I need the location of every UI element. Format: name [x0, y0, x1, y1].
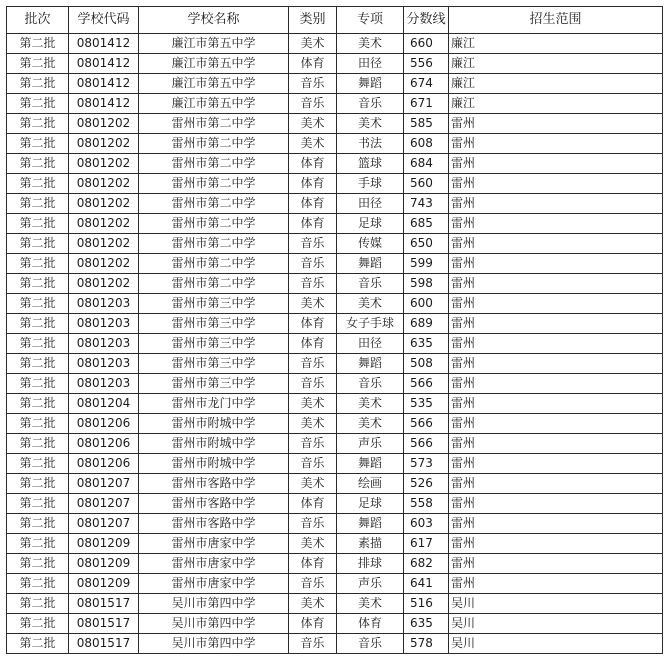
table-row	[7, 394, 663, 414]
range-cell: 雷州	[449, 234, 663, 254]
specialty-cell: 书法	[337, 134, 404, 154]
score-cell: 617	[404, 534, 449, 554]
school-name-cell: 雷州市第二中学	[139, 174, 289, 194]
school-code-cell: 0801206	[69, 434, 139, 454]
score-cell: 585	[404, 114, 449, 134]
range-cell: 雷州	[449, 354, 663, 374]
category-cell: 美术	[289, 114, 337, 134]
range-cell: 雷州	[449, 214, 663, 234]
table-row	[7, 274, 663, 294]
range-cell: 雷州	[449, 254, 663, 274]
range-cell: 雷州	[449, 294, 663, 314]
table-row	[7, 534, 663, 554]
school-name-cell: 雷州市第二中学	[139, 194, 289, 214]
school-name-cell: 雷州市附城中学	[139, 414, 289, 434]
specialty-cell: 音乐	[337, 94, 404, 114]
batch-cell: 第二批	[7, 594, 69, 614]
category-cell: 音乐	[289, 94, 337, 114]
specialty-cell: 素描	[337, 534, 404, 554]
score-cell: 600	[404, 294, 449, 314]
specialty-cell: 舞蹈	[337, 254, 404, 274]
table-row	[7, 174, 663, 194]
score-cell: 660	[404, 34, 449, 54]
batch-cell: 第二批	[7, 394, 69, 414]
school-name-cell: 雷州市第二中学	[139, 134, 289, 154]
specialty-cell: 舞蹈	[337, 514, 404, 534]
specialty-cell: 舞蹈	[337, 74, 404, 94]
specialty-cell: 田径	[337, 334, 404, 354]
table-row	[7, 134, 663, 154]
table-row	[7, 234, 663, 254]
school-name-cell: 雷州市第二中学	[139, 274, 289, 294]
range-cell: 廉江	[449, 34, 663, 54]
range-cell: 雷州	[449, 434, 663, 454]
header-school-name: 学校名称	[139, 7, 289, 34]
school-code-cell: 0801209	[69, 554, 139, 574]
school-code-cell: 0801202	[69, 174, 139, 194]
school-code-cell: 0801206	[69, 414, 139, 434]
score-cell: 682	[404, 554, 449, 574]
score-cell: 535	[404, 394, 449, 414]
category-cell: 音乐	[289, 514, 337, 534]
specialty-cell: 舞蹈	[337, 354, 404, 374]
batch-cell: 第二批	[7, 174, 69, 194]
score-cell: 635	[404, 334, 449, 354]
range-cell: 雷州	[449, 314, 663, 334]
table-row	[7, 474, 663, 494]
school-code-cell: 0801203	[69, 354, 139, 374]
school-name-cell: 雷州市第二中学	[139, 114, 289, 134]
batch-cell: 第二批	[7, 314, 69, 334]
batch-cell: 第二批	[7, 574, 69, 594]
score-cell: 635	[404, 614, 449, 634]
range-cell: 雷州	[449, 194, 663, 214]
category-cell: 体育	[289, 614, 337, 634]
score-cell: 508	[404, 354, 449, 374]
score-cell: 689	[404, 314, 449, 334]
header-score-line: 分数线	[404, 7, 449, 34]
range-cell: 雷州	[449, 454, 663, 474]
range-cell: 吴川	[449, 634, 663, 654]
table-row	[7, 294, 663, 314]
school-code-cell: 0801203	[69, 334, 139, 354]
batch-cell: 第二批	[7, 374, 69, 394]
specialty-cell: 排球	[337, 554, 404, 574]
table-row	[7, 94, 663, 114]
specialty-cell: 女子手球	[337, 314, 404, 334]
specialty-cell: 美术	[337, 114, 404, 134]
table-row	[7, 434, 663, 454]
category-cell: 音乐	[289, 354, 337, 374]
specialty-cell: 足球	[337, 214, 404, 234]
category-cell: 音乐	[289, 374, 337, 394]
score-cell: 641	[404, 574, 449, 594]
batch-cell: 第二批	[7, 114, 69, 134]
category-cell: 美术	[289, 294, 337, 314]
batch-cell: 第二批	[7, 434, 69, 454]
batch-cell: 第二批	[7, 254, 69, 274]
school-code-cell: 0801203	[69, 314, 139, 334]
school-code-cell: 0801202	[69, 114, 139, 134]
school-name-cell: 廉江市第五中学	[139, 54, 289, 74]
score-cell: 650	[404, 234, 449, 254]
specialty-cell: 舞蹈	[337, 454, 404, 474]
school-code-cell: 0801203	[69, 374, 139, 394]
school-name-cell: 雷州市第三中学	[139, 334, 289, 354]
school-name-cell: 雷州市唐家中学	[139, 554, 289, 574]
range-cell: 雷州	[449, 274, 663, 294]
specialty-cell: 美术	[337, 394, 404, 414]
school-name-cell: 雷州市第三中学	[139, 354, 289, 374]
range-cell: 雷州	[449, 414, 663, 434]
score-cell: 566	[404, 434, 449, 454]
header-category: 类别	[289, 7, 337, 34]
school-name-cell: 雷州市第二中学	[139, 214, 289, 234]
category-cell: 体育	[289, 174, 337, 194]
specialty-cell: 音乐	[337, 374, 404, 394]
score-cell: 573	[404, 454, 449, 474]
school-name-cell: 廉江市第五中学	[139, 34, 289, 54]
header-specialty: 专项	[337, 7, 404, 34]
batch-cell: 第二批	[7, 634, 69, 654]
category-cell: 音乐	[289, 74, 337, 94]
category-cell: 体育	[289, 334, 337, 354]
school-name-cell: 雷州市客路中学	[139, 494, 289, 514]
school-code-cell: 0801209	[69, 574, 139, 594]
admission-score-table	[6, 6, 663, 654]
score-cell: 671	[404, 94, 449, 114]
table-body	[7, 34, 663, 654]
school-name-cell: 雷州市附城中学	[139, 454, 289, 474]
specialty-cell: 美术	[337, 294, 404, 314]
range-cell: 吴川	[449, 594, 663, 614]
school-name-cell: 雷州市第二中学	[139, 234, 289, 254]
batch-cell: 第二批	[7, 414, 69, 434]
range-cell: 雷州	[449, 334, 663, 354]
table-row	[7, 74, 663, 94]
table-row	[7, 594, 663, 614]
range-cell: 雷州	[449, 554, 663, 574]
school-name-cell: 雷州市龙门中学	[139, 394, 289, 414]
school-name-cell: 雷州市附城中学	[139, 434, 289, 454]
range-cell: 廉江	[449, 94, 663, 114]
category-cell: 美术	[289, 474, 337, 494]
school-name-cell: 廉江市第五中学	[139, 94, 289, 114]
specialty-cell: 篮球	[337, 154, 404, 174]
batch-cell: 第二批	[7, 134, 69, 154]
batch-cell: 第二批	[7, 74, 69, 94]
school-name-cell: 雷州市客路中学	[139, 514, 289, 534]
header-enrollment-range: 招生范围	[449, 7, 663, 34]
batch-cell: 第二批	[7, 514, 69, 534]
table-row	[7, 614, 663, 634]
category-cell: 美术	[289, 534, 337, 554]
school-name-cell: 吴川市第四中学	[139, 594, 289, 614]
specialty-cell: 绘画	[337, 474, 404, 494]
header-row	[7, 7, 663, 34]
batch-cell: 第二批	[7, 494, 69, 514]
school-code-cell: 0801202	[69, 194, 139, 214]
category-cell: 美术	[289, 594, 337, 614]
admission-table-sheet	[6, 6, 662, 654]
score-cell: 560	[404, 174, 449, 194]
score-cell: 674	[404, 74, 449, 94]
school-code-cell: 0801209	[69, 534, 139, 554]
range-cell: 吴川	[449, 614, 663, 634]
category-cell: 体育	[289, 494, 337, 514]
specialty-cell: 音乐	[337, 274, 404, 294]
table-row	[7, 334, 663, 354]
score-cell: 684	[404, 154, 449, 174]
score-cell: 558	[404, 494, 449, 514]
table-row	[7, 414, 663, 434]
range-cell: 雷州	[449, 114, 663, 134]
table-row	[7, 114, 663, 134]
school-code-cell: 0801202	[69, 274, 139, 294]
school-code-cell: 0801412	[69, 94, 139, 114]
school-code-cell: 0801204	[69, 394, 139, 414]
score-cell: 598	[404, 274, 449, 294]
school-name-cell: 雷州市第三中学	[139, 294, 289, 314]
category-cell: 美术	[289, 414, 337, 434]
batch-cell: 第二批	[7, 554, 69, 574]
specialty-cell: 美术	[337, 414, 404, 434]
category-cell: 体育	[289, 314, 337, 334]
category-cell: 体育	[289, 554, 337, 574]
school-name-cell: 吴川市第四中学	[139, 634, 289, 654]
school-code-cell: 0801202	[69, 214, 139, 234]
specialty-cell: 美术	[337, 594, 404, 614]
batch-cell: 第二批	[7, 454, 69, 474]
school-name-cell: 雷州市第三中学	[139, 314, 289, 334]
table-row	[7, 454, 663, 474]
batch-cell: 第二批	[7, 354, 69, 374]
school-name-cell: 吴川市第四中学	[139, 614, 289, 634]
range-cell: 雷州	[449, 394, 663, 414]
school-name-cell: 雷州市第三中学	[139, 374, 289, 394]
category-cell: 音乐	[289, 454, 337, 474]
range-cell: 雷州	[449, 374, 663, 394]
table-row	[7, 314, 663, 334]
range-cell: 雷州	[449, 574, 663, 594]
school-code-cell: 0801202	[69, 154, 139, 174]
score-cell: 516	[404, 594, 449, 614]
school-code-cell: 0801412	[69, 54, 139, 74]
batch-cell: 第二批	[7, 474, 69, 494]
school-code-cell: 0801517	[69, 634, 139, 654]
school-name-cell: 雷州市第二中学	[139, 254, 289, 274]
batch-cell: 第二批	[7, 214, 69, 234]
school-code-cell: 0801202	[69, 134, 139, 154]
score-cell: 566	[404, 414, 449, 434]
table-row	[7, 494, 663, 514]
range-cell: 雷州	[449, 474, 663, 494]
table-row	[7, 574, 663, 594]
batch-cell: 第二批	[7, 34, 69, 54]
table-row	[7, 54, 663, 74]
school-code-cell: 0801207	[69, 514, 139, 534]
batch-cell: 第二批	[7, 294, 69, 314]
range-cell: 雷州	[449, 534, 663, 554]
table-row	[7, 354, 663, 374]
range-cell: 廉江	[449, 74, 663, 94]
school-code-cell: 0801412	[69, 74, 139, 94]
score-cell: 608	[404, 134, 449, 154]
specialty-cell: 体育	[337, 614, 404, 634]
specialty-cell: 音乐	[337, 634, 404, 654]
school-code-cell: 0801207	[69, 474, 139, 494]
table-row	[7, 194, 663, 214]
category-cell: 音乐	[289, 434, 337, 454]
score-cell: 685	[404, 214, 449, 234]
table-row	[7, 154, 663, 174]
table-row	[7, 634, 663, 654]
range-cell: 雷州	[449, 494, 663, 514]
category-cell: 体育	[289, 214, 337, 234]
range-cell: 雷州	[449, 514, 663, 534]
category-cell: 音乐	[289, 574, 337, 594]
category-cell: 体育	[289, 154, 337, 174]
category-cell: 美术	[289, 394, 337, 414]
batch-cell: 第二批	[7, 534, 69, 554]
batch-cell: 第二批	[7, 234, 69, 254]
specialty-cell: 声乐	[337, 434, 404, 454]
range-cell: 雷州	[449, 134, 663, 154]
batch-cell: 第二批	[7, 194, 69, 214]
score-cell: 743	[404, 194, 449, 214]
table-row	[7, 254, 663, 274]
specialty-cell: 田径	[337, 54, 404, 74]
school-name-cell: 雷州市第二中学	[139, 154, 289, 174]
specialty-cell: 声乐	[337, 574, 404, 594]
school-code-cell: 0801203	[69, 294, 139, 314]
category-cell: 音乐	[289, 254, 337, 274]
category-cell: 美术	[289, 134, 337, 154]
school-code-cell: 0801517	[69, 614, 139, 634]
score-cell: 526	[404, 474, 449, 494]
school-code-cell: 0801207	[69, 494, 139, 514]
table-row	[7, 374, 663, 394]
category-cell: 体育	[289, 54, 337, 74]
range-cell: 廉江	[449, 54, 663, 74]
specialty-cell: 田径	[337, 194, 404, 214]
score-cell: 578	[404, 634, 449, 654]
category-cell: 音乐	[289, 634, 337, 654]
school-name-cell: 雷州市唐家中学	[139, 534, 289, 554]
header-school-code: 学校代码	[69, 7, 139, 34]
table-row	[7, 514, 663, 534]
batch-cell: 第二批	[7, 154, 69, 174]
school-code-cell: 0801412	[69, 34, 139, 54]
school-code-cell: 0801517	[69, 594, 139, 614]
specialty-cell: 美术	[337, 34, 404, 54]
table-row	[7, 214, 663, 234]
batch-cell: 第二批	[7, 94, 69, 114]
score-cell: 603	[404, 514, 449, 534]
table-row	[7, 34, 663, 54]
school-name-cell: 廉江市第五中学	[139, 74, 289, 94]
school-name-cell: 雷州市客路中学	[139, 474, 289, 494]
category-cell: 体育	[289, 194, 337, 214]
batch-cell: 第二批	[7, 274, 69, 294]
batch-cell: 第二批	[7, 614, 69, 634]
score-cell: 556	[404, 54, 449, 74]
batch-cell: 第二批	[7, 54, 69, 74]
category-cell: 音乐	[289, 274, 337, 294]
category-cell: 美术	[289, 34, 337, 54]
header-batch: 批次	[7, 7, 69, 34]
score-cell: 599	[404, 254, 449, 274]
specialty-cell: 传媒	[337, 234, 404, 254]
range-cell: 雷州	[449, 154, 663, 174]
category-cell: 音乐	[289, 234, 337, 254]
batch-cell: 第二批	[7, 334, 69, 354]
specialty-cell: 足球	[337, 494, 404, 514]
specialty-cell: 手球	[337, 174, 404, 194]
school-code-cell: 0801202	[69, 254, 139, 274]
school-code-cell: 0801206	[69, 454, 139, 474]
school-code-cell: 0801202	[69, 234, 139, 254]
school-name-cell: 雷州市唐家中学	[139, 574, 289, 594]
score-cell: 566	[404, 374, 449, 394]
table-row	[7, 554, 663, 574]
range-cell: 雷州	[449, 174, 663, 194]
